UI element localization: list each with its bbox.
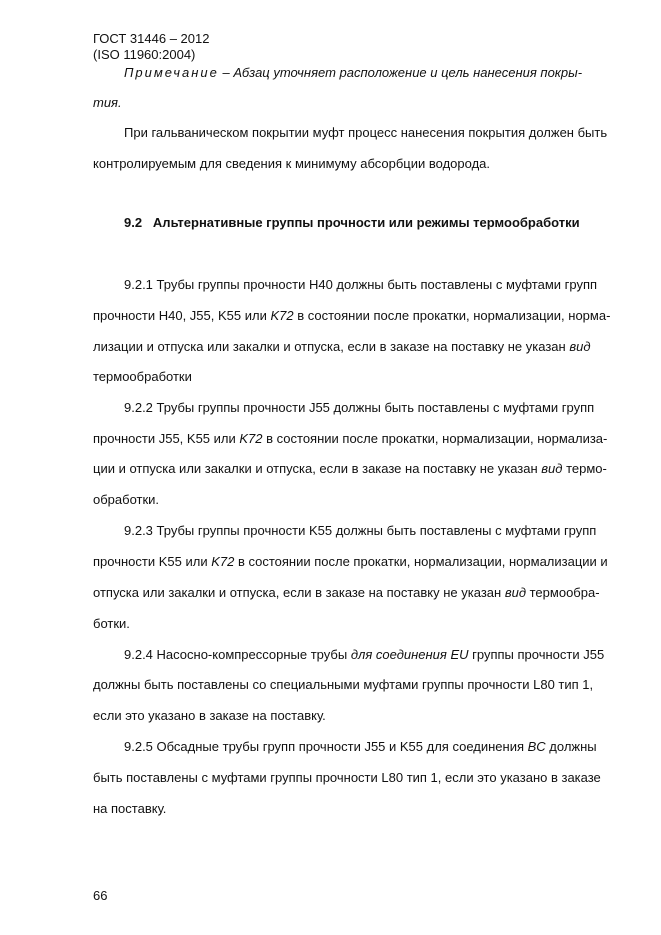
p923-line-4: ботки. xyxy=(93,616,130,631)
p924-line-2: должны быть поставлены со специальными муфтами группы прочности L80 тип 1, xyxy=(93,677,594,692)
iso-reference: (ISO 11960:2004) xyxy=(93,47,196,62)
section-number: 9.2 xyxy=(124,215,143,230)
p921-line-4: термообработки xyxy=(93,369,192,384)
page-number: 66 xyxy=(93,888,108,903)
p921-line-1: 9.2.1 Трубы группы прочности H40 должны быть поставлены с муфтами групп xyxy=(124,277,598,292)
document-code: ГОСТ 31446 – 2012 xyxy=(93,31,210,46)
section-title: Альтернативные группы прочности или режимы термообработки xyxy=(152,215,580,230)
p921-line-3: лизации и отпуска или закалки и отпуска, если в заказе на поставку не указан вид xyxy=(93,339,591,354)
p924-line-3: если это указано в заказе на поставку. xyxy=(93,708,326,723)
p922-line-3: ции и отпуска или закалки и отпуска, если в заказе на поставку не указан вид термо- xyxy=(93,461,607,476)
p925-line-2: быть поставлены с муфтами группы прочности L80 тип 1, если это указано в заказе xyxy=(93,770,601,785)
section-heading xyxy=(124,215,580,231)
p922-line-4: обработки. xyxy=(93,492,160,507)
note-label: Примечание xyxy=(124,65,219,80)
p924-line-1: 9.2.4 Насосно-компрессорные трубы для соединения EU группы прочности J55 xyxy=(124,647,605,662)
p925-line-1: 9.2.5 Обсадные трубы групп прочности J55 и K55 для соединения BC должны xyxy=(124,739,597,754)
p923-line-2: прочности K55 или K72 в состоянии после прокатки, нормализации, нормализации и xyxy=(93,554,608,569)
p923-line-3: отпуска или закалки и отпуска, если в заказе на поставку не указан вид термообра- xyxy=(93,585,600,600)
p923-line-1: 9.2.3 Трубы группы прочности K55 должны быть поставлены с муфтами групп xyxy=(124,523,597,538)
intro-line-2: контролируемым для сведения к минимуму абсорбции водорода. xyxy=(93,156,491,171)
note-text: Абзац уточняет расположение и цель нанесения покры- xyxy=(233,65,583,80)
intro-line-1: При гальваническом покрытии муфт процесс нанесения покрытия должен быть xyxy=(124,125,608,140)
p922-line-1: 9.2.2 Трубы группы прочности J55 должны быть поставлены с муфтами групп xyxy=(124,400,595,415)
note-dash: – xyxy=(218,65,234,80)
p921-line-2: прочности H40, J55, K55 или K72 в состоянии после прокатки, нормализации, норма- xyxy=(93,308,611,323)
note-line-1 xyxy=(124,65,582,81)
p922-line-2: прочности J55, K55 или K72 в состоянии после прокатки, нормализации, нормализа- xyxy=(93,431,608,446)
p925-line-3: на поставку. xyxy=(93,801,167,816)
note-line-2: тия. xyxy=(93,95,122,110)
